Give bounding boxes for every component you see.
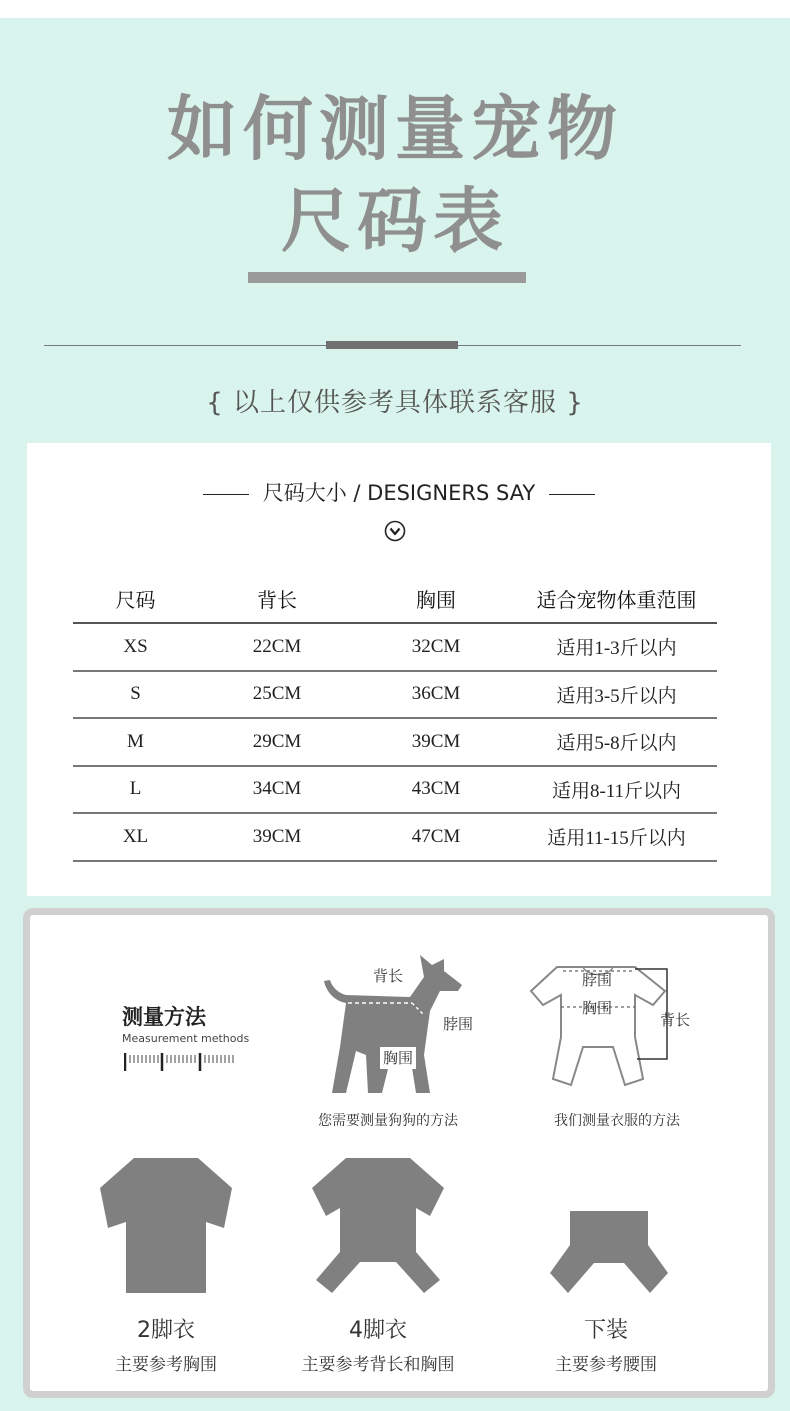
cell-back-length: 29CM: [198, 718, 356, 766]
title-underline: [248, 272, 526, 283]
cell-chest: 47CM: [356, 813, 516, 861]
dog-label-neck: 脖围: [442, 1015, 474, 1033]
cell-size: XL: [73, 813, 198, 861]
clothing-measure-icon: [517, 955, 697, 1095]
pants-garment-icon: [550, 1211, 668, 1293]
measurement-method-card: [23, 908, 775, 1398]
size-chart-panel: [27, 443, 771, 896]
cloth-label-neck: 脖围: [581, 971, 613, 989]
page-title-line2: 尺码表: [281, 180, 509, 262]
heading-dash-left: [203, 494, 249, 495]
cell-size: L: [73, 766, 198, 814]
cell-chest: 32CM: [356, 623, 516, 671]
cell-back-length: 34CM: [198, 766, 356, 814]
cell-size: S: [73, 671, 198, 719]
ruler-icon: [124, 1051, 246, 1073]
cell-weight-range: 适用1-3斤以内: [516, 623, 717, 671]
column-header-size: 尺码: [73, 575, 198, 623]
cloth-label-chest: 胸围: [581, 999, 613, 1017]
table-row: [73, 813, 717, 861]
cell-size: M: [73, 718, 198, 766]
four-leg-garment-icon: [312, 1158, 444, 1293]
cell-back-length: 25CM: [198, 671, 356, 719]
cell-size: XS: [73, 623, 198, 671]
heading-dash-right: [549, 494, 595, 495]
column-header-weight-range: 适合宠物体重范围: [516, 575, 717, 623]
table-row: [73, 718, 717, 766]
dog-label-back: 背长: [372, 967, 404, 985]
two-leg-garment-icon: [100, 1158, 232, 1293]
garment-name-four-leg: 4脚衣: [349, 1318, 407, 1343]
table-header-row: [73, 575, 717, 623]
cell-weight-range: 适用3-5斤以内: [516, 671, 717, 719]
table-row: [73, 766, 717, 814]
garment-desc-pants: 主要参考腰围: [555, 1355, 657, 1375]
size-table: [73, 575, 717, 862]
cell-chest: 36CM: [356, 671, 516, 719]
size-chart-title: 尺码大小 / DESIGNERS SAY: [262, 481, 536, 505]
garment-name-two-leg: 2脚衣: [137, 1318, 195, 1343]
table-row: [73, 623, 717, 671]
cell-weight-range: 适用11-15斤以内: [516, 813, 717, 861]
page-title-line1: 如何测量宠物: [167, 88, 623, 170]
column-header-chest: 胸围: [356, 575, 516, 623]
table-row: [73, 671, 717, 719]
cloth-label-back: 背长: [659, 1011, 691, 1029]
clothing-caption: 我们测量衣服的方法: [554, 1113, 680, 1129]
dog-caption: 您需要测量狗狗的方法: [318, 1113, 458, 1129]
cell-weight-range: 适用8-11斤以内: [516, 766, 717, 814]
chevron-down-circle-icon: [384, 520, 406, 542]
cell-chest: 39CM: [356, 718, 516, 766]
cell-back-length: 22CM: [198, 623, 356, 671]
garment-name-pants: 下装: [583, 1318, 628, 1343]
size-chart-heading: [27, 477, 771, 507]
column-header-back-length: 背长: [198, 575, 356, 623]
garment-desc-two-leg: 主要参考胸围: [115, 1355, 217, 1375]
dog-label-chest: 胸围: [382, 1049, 414, 1067]
measure-title: 测量方法: [122, 1005, 206, 1029]
cell-weight-range: 适用5-8斤以内: [516, 718, 717, 766]
cell-back-length: 39CM: [198, 813, 356, 861]
dog-measure-icon: [312, 951, 482, 1099]
garment-desc-four-leg: 主要参考背长和胸围: [301, 1355, 455, 1375]
measure-subtitle: Measurement methods: [122, 1032, 250, 1045]
cell-chest: 43CM: [356, 766, 516, 814]
divider-accent: [326, 341, 458, 349]
page-subtitle: { 以上仅供参考具体联系客服 }: [206, 388, 584, 418]
